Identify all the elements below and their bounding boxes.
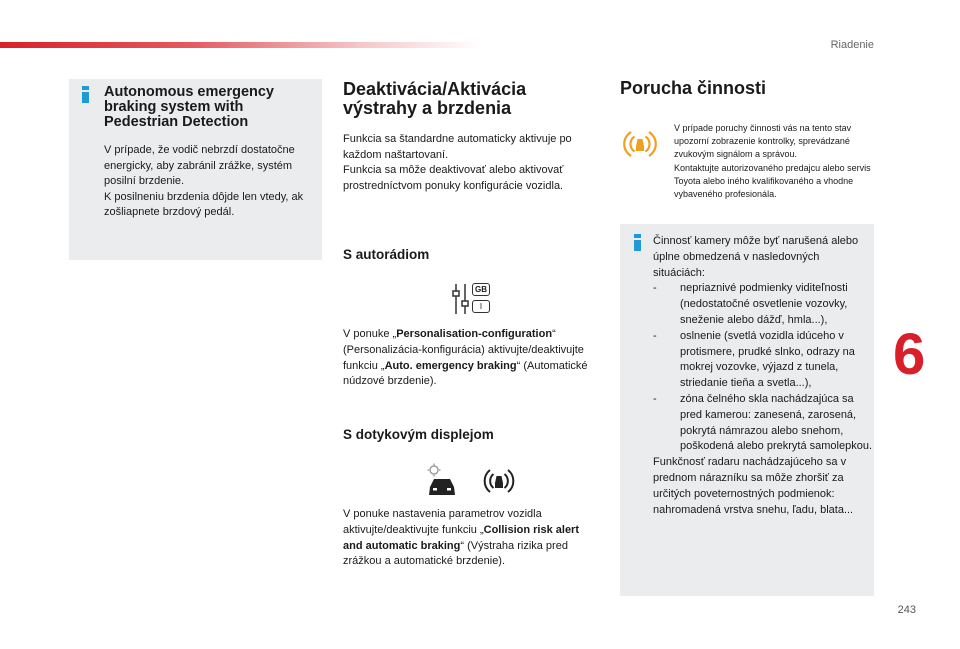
radio-instructions: V ponuke „Personalisation-configuration“ (Personalizácia-konfigurácia) aktivujte/deaktivujte funkciu „Auto. emergency braking“ (Automatické núdzové brzdenie). xyxy=(343,328,588,388)
touchscreen-instructions: V ponuke nastavenia parametrov vozidla aktivujte/deaktivujte funkciu „Collision risk alert and automatic braking“ (Výstraha rizika pred zrážkou a automatické brzdenie). xyxy=(343,508,580,568)
deactivation-section xyxy=(343,80,598,194)
page-number: 243 xyxy=(897,604,916,616)
settings-sliders-icon xyxy=(452,283,472,315)
deactivation-intro: Funkcia sa štandardne automaticky aktivuje po každom naštartovaní. Funkcia sa môže deaktivovať alebo aktivovať prostredníctvom ponuky konfigurácie vozidla. xyxy=(343,133,572,192)
touchscreen-heading: S dotykovým displejom xyxy=(343,427,494,442)
radar-note: Funkčnosť radaru nachádzajúceho sa v prednom nárazníku sa môže zhoršiť za určitých poveternostných podmienok: nahromadená vrstva snehu, ľadu, blata... xyxy=(653,456,854,516)
info-box-aeb xyxy=(69,79,322,260)
section-title: Riadenie xyxy=(830,39,874,51)
language-badge-gb: GB xyxy=(472,283,490,296)
info-box-title: Autonomous emergency braking system with Pedestrian Detection xyxy=(104,84,274,130)
header-accent-bar xyxy=(0,42,480,48)
list-item: - oslnenie (svetlá vozidla idúceho v protismere, prudké slnko, odrazy na mokrej vozovke, výjazd z tunela, striedanie tieňa a svetla...), xyxy=(653,329,855,390)
radio-heading: S autorádiom xyxy=(343,247,430,262)
info-icon xyxy=(634,234,641,251)
info-icon xyxy=(82,86,89,103)
list-item: - zóna čelného skla nachádzajúca sa pred kamerou: zanesená, zarosená, pokrytá námrazou alebo snehom, poškodená alebo prekrytá samolepkou. xyxy=(653,392,873,453)
chapter-number: 6 xyxy=(893,322,926,387)
fault-warning-icon xyxy=(620,127,660,161)
vehicle-settings-icon xyxy=(424,463,460,497)
deactivation-title: Deaktivácia/Aktivácia výstrahy a brzdenia xyxy=(343,79,527,118)
fault-description: V prípade poruchy činnosti vás na tento stav upozorní zobrazenie kontrolky, sprevádzané zvukovým signálom a správou. Kontaktujte autorizovaného predajcu alebo servis Toyota alebo iného kvalifikovaného a vhodne vybaveného profesionála. xyxy=(674,123,871,200)
camera-intro: Činnosť kamery môže byť narušená alebo úplne obmedzená v nasledovných situáciách: xyxy=(653,235,859,279)
language-badge-i: I xyxy=(472,300,490,313)
list-item: - nepriaznivé podmienky viditeľnosti (nedostatočné osvetlenie vozovky, sneženie alebo dážď, hmla...), xyxy=(653,282,848,326)
info-box-camera xyxy=(620,224,874,596)
collision-alert-icon xyxy=(482,464,516,498)
info-box-text: V prípade, že vodič nebrzdí dostatočne energicky, aby zabránil zrážke, systém posilní brzdenie. K posilneniu brzdenia dôjde len vtedy, ak zošliapnete brzdový pedál. xyxy=(104,144,304,218)
fault-title: Porucha činnosti xyxy=(620,78,767,98)
